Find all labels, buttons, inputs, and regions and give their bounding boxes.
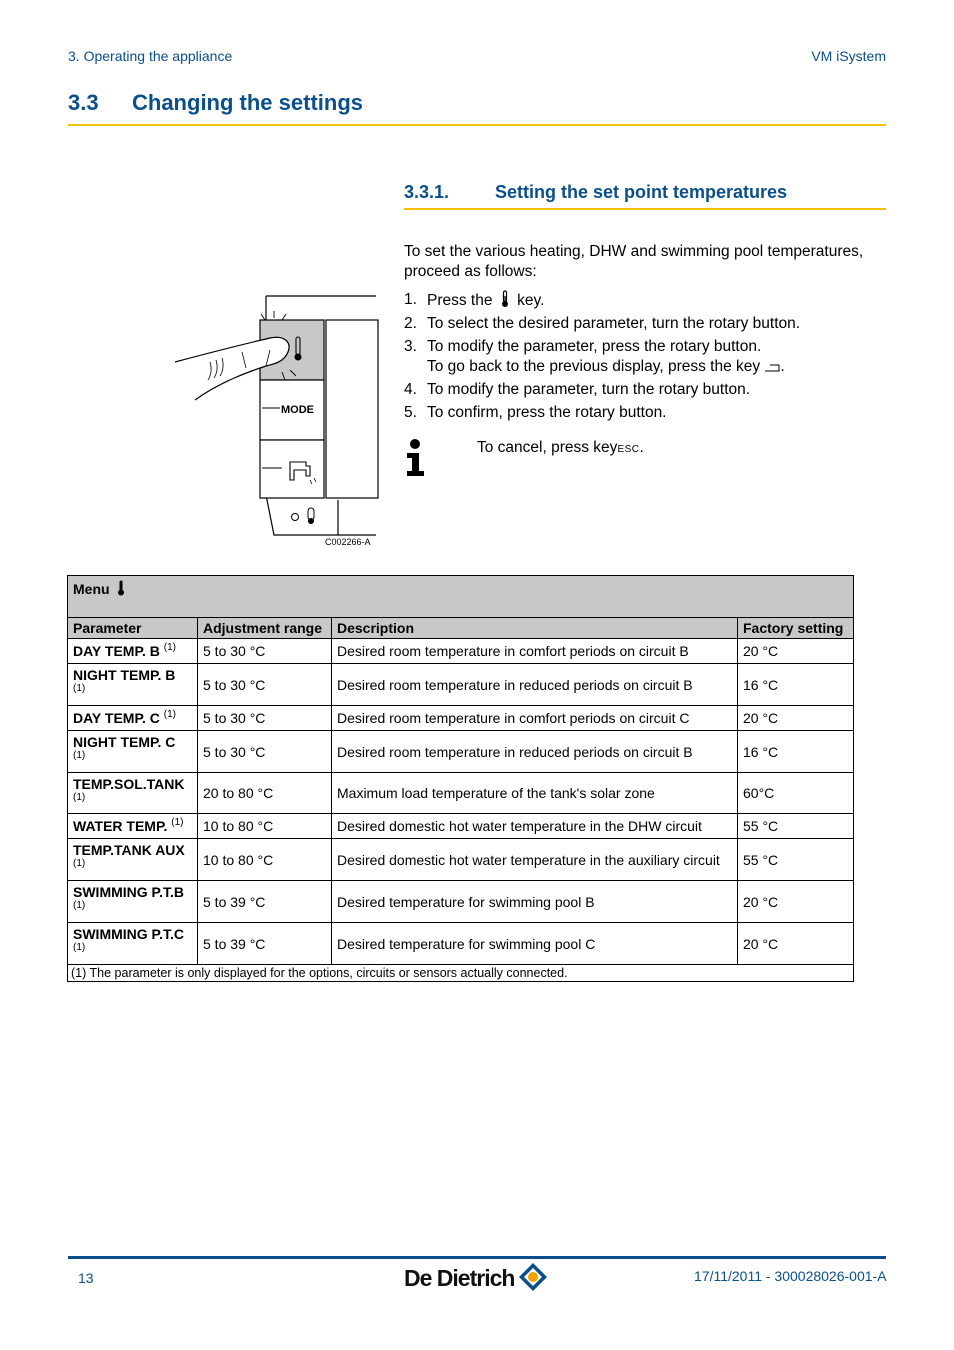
col-parameter: Parameter xyxy=(68,618,198,639)
settings-table xyxy=(67,575,854,982)
back-key-icon xyxy=(764,362,780,372)
table-row: SWIMMING P.T.C (1) 5 to 39 °C Desired temperature for swimming pool C 20 °C xyxy=(68,923,854,965)
header-product: VM iSystem xyxy=(811,48,886,64)
intro-text: To set the various heating, DHW and swimming pool temperatures, proceed as follows: xyxy=(404,243,864,280)
step-2: 2. To select the desired parameter, turn the rotary button. xyxy=(404,315,801,332)
table-header-row xyxy=(68,618,854,639)
subsection-title: Setting the set point temperatures xyxy=(495,182,788,202)
col-factory: Factory setting xyxy=(738,618,854,639)
section-title: Changing the settings xyxy=(132,90,363,115)
table-row: NIGHT TEMP. B (1) 5 to 30 °C Desired room temperature in reduced periods on circuit B 16 °C xyxy=(68,664,854,706)
info-icon xyxy=(404,439,428,477)
table-menu-row xyxy=(68,576,854,618)
esc-key-label: ESC xyxy=(617,444,640,455)
header-section: 3. Operating the appliance xyxy=(68,48,233,64)
mode-label: MODE xyxy=(281,404,314,416)
table-row: NIGHT TEMP. C (1) 5 to 30 °C Desired room temperature in reduced periods on circuit B 16 °C xyxy=(68,731,854,773)
thermometer-key-icon xyxy=(499,290,511,308)
col-range: Adjustment range xyxy=(198,618,332,639)
figure-caption: C002266-A xyxy=(325,537,371,547)
table-footnote-row xyxy=(68,965,854,982)
table-row: DAY TEMP. C $^{(1)}$ 5 to 30 °C Desired room temperature in comfort periods on circuit C 20 °C xyxy=(68,706,854,731)
step-4: 4. To modify the parameter, turn the rotary button. xyxy=(404,381,751,398)
footer-rule xyxy=(68,1256,886,1259)
page-number: 13 xyxy=(78,1270,94,1286)
subsection-number: 3.3.1. xyxy=(404,182,450,202)
steps-list xyxy=(404,290,886,426)
col-description: Description xyxy=(332,618,738,639)
brand-diamond-icon xyxy=(518,1262,548,1292)
table-row: WATER TEMP. $^{(1)}$ 10 to 80 °C Desired domestic hot water temperature in the DHW circuit 55 °C xyxy=(68,814,854,839)
step-1: 1. Press the key. xyxy=(404,291,545,309)
section-heading xyxy=(68,90,363,116)
thermometer-icon xyxy=(116,580,126,596)
table-row: TEMP.SOL.TANK (1) 20 to 80 °C Maximum load temperature of the tank's solar zone 60°C xyxy=(68,773,854,814)
table-footnote: (1) The parameter is only displayed for the options, circuits or sensors actually connected. xyxy=(68,965,854,982)
subsection-heading xyxy=(404,182,787,203)
subsection-rule xyxy=(404,208,886,210)
table-row: DAY TEMP. B $^{(1)}$ 5 to 30 °C Desired room temperature in comfort periods on circuit B 20 °C xyxy=(68,639,854,664)
note-text: To cancel, press keyESC. xyxy=(477,439,644,456)
step-3: 3. To modify the parameter, press the rotary button. To go back to the previous display, press the key . xyxy=(404,338,785,375)
table-menu-cell: Menu xyxy=(68,576,854,618)
section-number: 3.3 xyxy=(68,90,99,115)
table-row: SWIMMING P.T.B (1) 5 to 39 °C Desired temperature for swimming pool B 20 °C xyxy=(68,881,854,923)
step-5: 5. To confirm, press the rotary button. xyxy=(404,404,667,421)
footer-date-ref: 17/11/2011 - 300028026-001-A xyxy=(694,1268,887,1284)
table-row: TEMP.TANK AUX (1) 10 to 80 °C Desired domestic hot water temperature in the auxiliary circuit 55 °C xyxy=(68,839,854,881)
brand-logo: De Dietrich xyxy=(404,1262,548,1292)
section-rule xyxy=(68,124,886,126)
control-panel-figure xyxy=(170,290,380,540)
